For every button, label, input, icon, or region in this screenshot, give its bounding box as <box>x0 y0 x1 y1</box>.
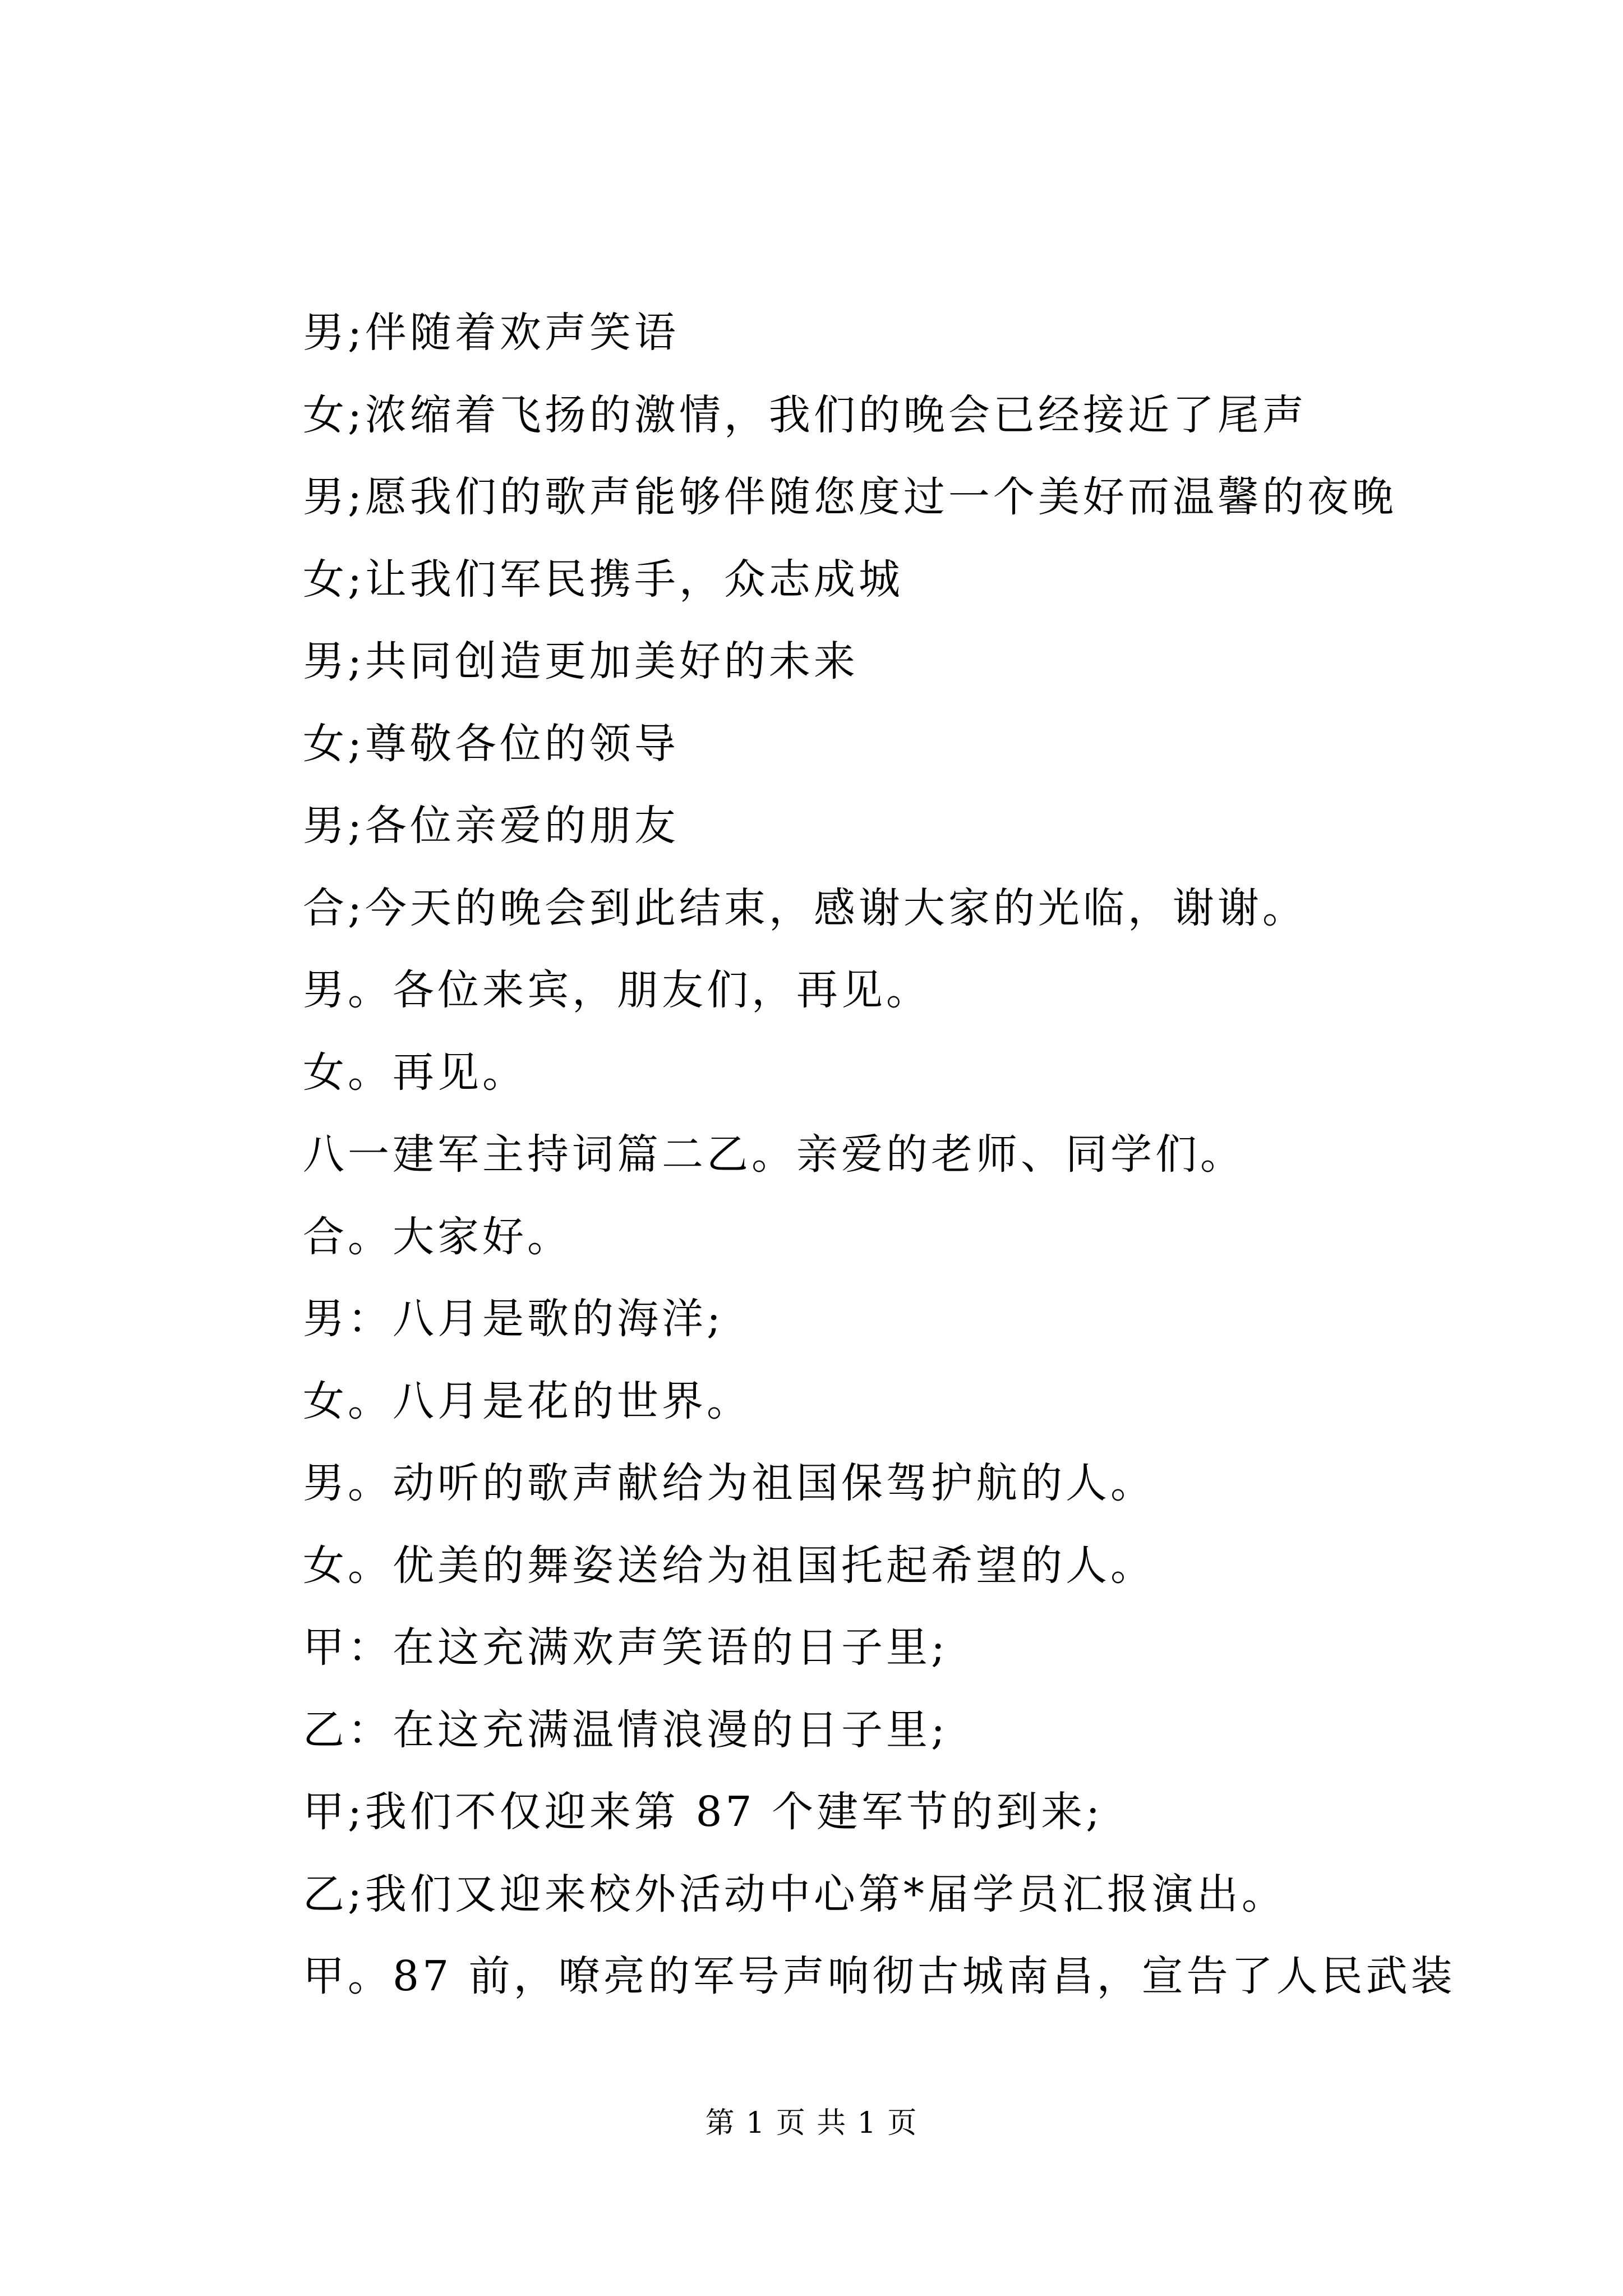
text-line: 合;今天的晚会到此结束，感谢大家的光临，谢谢。 <box>303 884 1307 932</box>
text-line: 女;浓缩着飞扬的激情，我们的晚会已经接近了尾声 <box>303 390 1307 439</box>
text-line: 甲：在这充满欢声笑语的日子里; <box>303 1623 948 1672</box>
text-line: 甲;我们不仅迎来第 87 个建军节的到来; <box>303 1788 1104 1836</box>
text-line: 女。优美的舞姿送给为祖国托起希望的人。 <box>303 1541 1155 1590</box>
text-line: 男。各位来宾，朋友们，再见。 <box>303 966 931 1014</box>
text-line: 男;共同创造更加美好的未来 <box>303 637 859 685</box>
document-body <box>303 292 1509 2018</box>
text-line: 男;各位亲爱的朋友 <box>303 802 679 850</box>
text-line: 男：八月是歌的海洋; <box>303 1295 724 1343</box>
text-line: 女。再见。 <box>303 1048 527 1097</box>
page-footer: 第 1 页 共 1 页 <box>705 2106 918 2140</box>
text-line: 女。八月是花的世界。 <box>303 1377 751 1425</box>
text-line: 女;尊敬各位的领导 <box>303 719 679 768</box>
text-line: 乙;我们又迎来校外活动中心第*届学员汇报演出。 <box>303 1870 1287 1918</box>
text-line: 甲。87 前，嘹亮的军号声响彻古城南昌，宣告了人民武装 <box>303 1952 1456 2000</box>
text-line: 男。动听的歌声献给为祖国保驾护航的人。 <box>303 1459 1155 1507</box>
text-line: 男;伴随着欢声笑语 <box>303 309 679 357</box>
text-line: 合。大家好。 <box>303 1212 572 1261</box>
text-line: 女;让我们军民携手，众志成城 <box>303 555 903 604</box>
text-line: 男;愿我们的歌声能够伴随您度过一个美好而温馨的夜晚 <box>303 473 1397 521</box>
text-line: 八一建军主持词篇二乙。亲爱的老师、同学们。 <box>303 1130 1245 1179</box>
text-line: 乙：在这充满温情浪漫的日子里; <box>303 1705 948 1754</box>
